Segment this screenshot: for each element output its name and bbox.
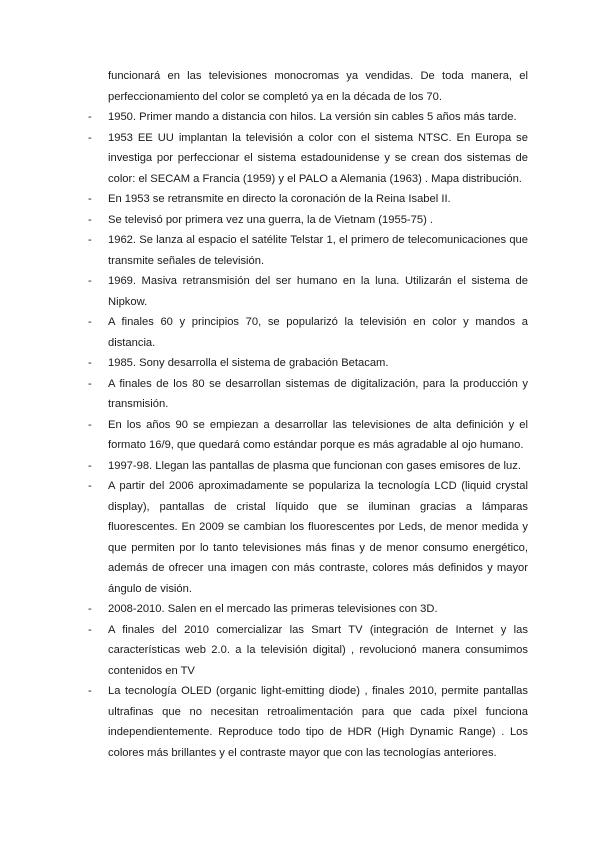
dash-bullet: - bbox=[88, 685, 92, 697]
dash-bullet: - bbox=[88, 377, 92, 390]
list-item bbox=[88, 271, 528, 312]
list-item bbox=[88, 210, 528, 231]
list-item bbox=[88, 353, 528, 374]
list-item-text: 1962. Se lanza al espacio el satélite Telstar 1, el primero de telecomunicaciones que transmite señales de televisión. bbox=[108, 234, 528, 267]
dash-bullet: - bbox=[88, 193, 92, 205]
dash-bullet: - bbox=[88, 111, 92, 123]
list-item-text: 1953 EE UU implantan la televisión a color con el sistema NTSC. En Europa se investiga por perfeccionar el sistema estadounidense y se crean dos sistemas de color: el SECAM a Francia (1959) y el PALO a Alemania (1963) . Mapa distribución. bbox=[108, 131, 528, 185]
list-item-text: A finales de los 80 se desarrollan sistemas de digitalización, para la producción y transmisión. bbox=[108, 377, 528, 410]
list-item bbox=[88, 312, 528, 353]
list-item bbox=[88, 128, 528, 190]
list-item-text: 1985. Sony desarrolla el sistema de grabación Betacam. bbox=[108, 357, 389, 369]
list-item bbox=[88, 599, 528, 620]
list-item bbox=[88, 415, 528, 456]
dash-bullet: - bbox=[88, 316, 92, 328]
dash-bullet: - bbox=[88, 418, 92, 431]
list-item-text: 1950. Primer mando a distancia con hilos. La versión sin cables 5 años más tarde. bbox=[108, 111, 517, 123]
dash-bullet: - bbox=[88, 213, 92, 226]
list-item bbox=[88, 374, 528, 415]
dash-bullet: - bbox=[88, 357, 92, 369]
list-item bbox=[88, 189, 528, 210]
timeline-list bbox=[88, 107, 528, 763]
dash-bullet: - bbox=[88, 275, 92, 287]
list-item bbox=[88, 107, 528, 128]
list-item-text: Se televisó por primera vez una guerra, la de Vietnam (1955-75) . bbox=[108, 213, 434, 226]
page-content bbox=[88, 66, 528, 763]
list-item bbox=[88, 456, 528, 477]
list-item-text: 2008-2010. Salen en el mercado las primeras televisiones con 3D. bbox=[108, 603, 438, 615]
list-item-text: 1997-98. Llegan las pantallas de plasma que funcionan con gases emisores de luz. bbox=[108, 459, 521, 472]
intro-continuation-paragraph: funcionará en las televisiones monocromas ya vendidas. De toda manera, el perfeccionamiento del color se completó ya en la década de los 70. bbox=[108, 70, 528, 103]
list-item-text: 1969. Masiva retransmisión del ser humano en la luna. Utilizarán el sistema de Nipkow. bbox=[108, 275, 528, 308]
list-item-text: A finales del 2010 comercializar las Smart TV (integración de Internet y las características web 2.0. a la televisión digital) , revolucionó manera consumimos contenidos en TV bbox=[108, 623, 528, 677]
list-item-text: A partir del 2006 aproximadamente se populariza la tecnología LCD (liquid crystal display), pantallas de cristal líquido que se iluminan gracias a lámparas fluorescentes. En 2009 se cambian los fluorescentes por Leds, de menor medida y que permiten por lo tanto televisiones más finas y de menor consumo energético, además de ofrecer una imagen con más contraste, colores más definidos y mayor ángulo de visión. bbox=[108, 480, 528, 595]
list-item bbox=[88, 476, 528, 599]
list-item-text: A finales 60 y principios 70, se popularizó la televisión en color y mandos a distancia. bbox=[108, 316, 528, 349]
list-item bbox=[88, 681, 528, 763]
dash-bullet: - bbox=[88, 623, 92, 636]
dash-bullet: - bbox=[88, 459, 92, 472]
dash-bullet: - bbox=[88, 131, 92, 144]
list-item-text: La tecnología OLED (organic light-emitting diode) , finales 2010, permite pantallas ultrafinas que no necesitan retroalimentación para que cada píxel funciona independientemente. Reproduce todo tipo de HDR (High Dynamic Range) . Los colores más brillantes y el contraste mayor que con las tecnologías anteriores. bbox=[108, 685, 528, 759]
dash-bullet: - bbox=[88, 480, 92, 492]
list-item bbox=[88, 620, 528, 682]
list-item bbox=[88, 230, 528, 271]
dash-bullet: - bbox=[88, 603, 92, 615]
list-item-text: En los años 90 se empiezan a desarrollar las televisiones de alta definición y el formato 16/9, que quedará como estándar porque es más agradable al ojo humano. bbox=[108, 418, 528, 451]
dash-bullet: - bbox=[88, 234, 92, 246]
list-item-text: En 1953 se retransmite en directo la coronación de la Reina Isabel II. bbox=[108, 193, 451, 205]
